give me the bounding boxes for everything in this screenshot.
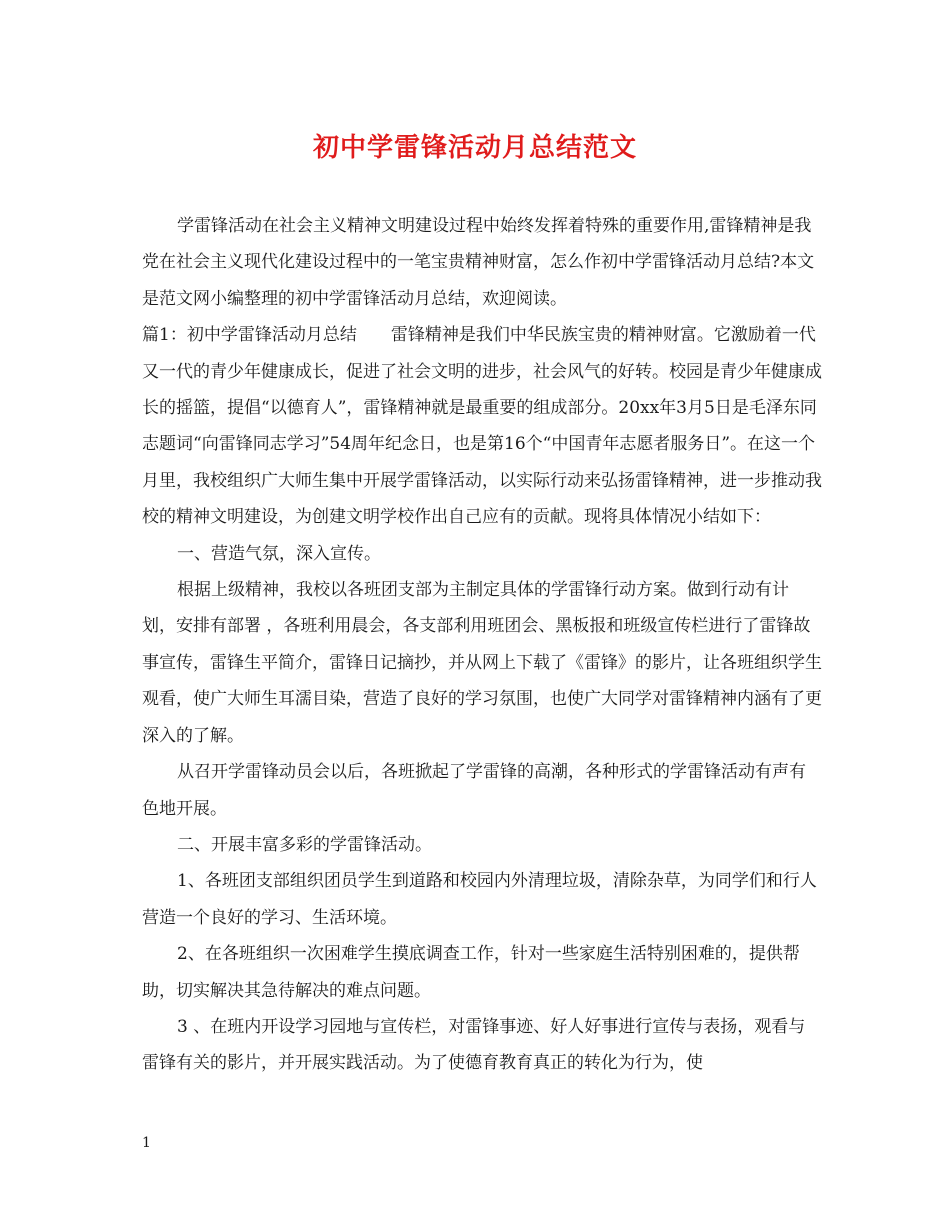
document-body — [142, 208, 822, 1082]
body-paragraph: 根据上级精神，我校以各班团支部为主制定具体的学雷锋行动方案。做到行动有计划，安排有部署 ，各班利用晨会，各支部利用班团会、黑板报和班级宣传栏进行了雷锋故事宣传，雷锋生平简介，雷锋日记摘抄，并从网上下载了《雷锋》的影片，让各班组织学生观看，使广大师生耳濡目染，营造了良好的学习氛围，也使广大同学对雷锋精神内涵有了更深入的了解。 — [142, 580, 822, 746]
body-paragraph: 从召开学雷锋动员会以后，各班掀起了学雷锋的高潮，各种形式的学雷锋活动有声有色地开展。 — [142, 762, 806, 819]
document-title: 初中学雷锋活动月总结范文 — [312, 133, 637, 163]
list-item-paragraph: 2、在各班组织一次困难学生摸底调查工作，针对一些家庭生活特别困难的，提供帮助，切实解决其急待解决的难点问题。 — [142, 944, 800, 1001]
list-item-paragraph: 1、各班团支部组织团员学生到道路和校园内外清理垃圾，清除杂草，为同学们和行人营造一个良好的学习、生活环境。 — [142, 871, 817, 928]
section-paragraph: 篇1：初中学雷锋活动月总结 雷锋精神是我们中华民族宝贵的精神财富。它激励着一代又一代的青少年健康成长，促进了社会文明的进步，社会风气的好转。校园是青少年健康成长的摇篮，提倡“以德育人”，雷锋精神就是最重要的组成部分。20xx年3月5日是毛泽东同志题词“向雷锋同志学习”54周年纪念日，也是第16个“中国青年志愿者服务日”。在这一个月里，我校组织广大师生集中开展学雷锋活动，以实际行动来弘扬雷锋精神，进一步推动我校的精神文明建设，为创建文明学校作出自己应有的贡献。现将具体情况小结如下： — [142, 325, 822, 528]
list-item-paragraph: 3 、在班内开设学习园地与宣传栏，对雷锋事迹、好人好事进行宣传与表扬，观看与雷锋有关的影片，并开展实践活动。为了使德育教育真正的转化为行为，使 — [142, 1016, 806, 1074]
heading-paragraph: 一、营造气氛，深入宣传。 — [177, 543, 381, 564]
page-number: 1 — [142, 1135, 151, 1151]
intro-paragraph: 学雷锋活动在社会主义精神文明建设过程中始终发挥着特殊的重要作用,雷锋精神是我党在社会主义现代化建设过程中的一笔宝贵精神财富，怎么作初中学雷锋活动月总结?本文是范文网小编整理的初中学雷锋活动月总结，欢迎阅读。 — [142, 216, 815, 309]
heading-paragraph: 二、开展丰富多彩的学雷锋活动。 — [177, 834, 432, 855]
